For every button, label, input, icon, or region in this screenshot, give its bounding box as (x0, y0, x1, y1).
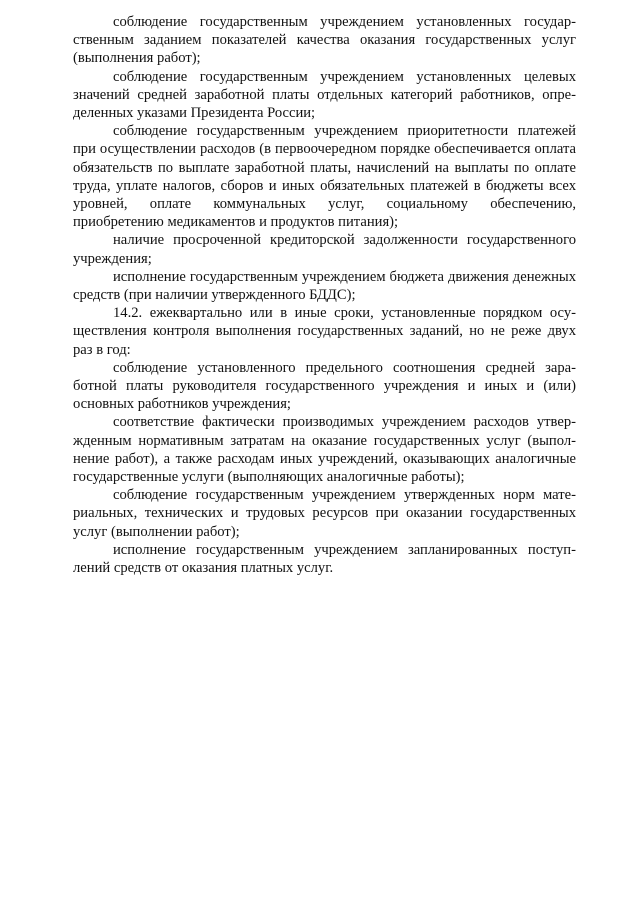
paragraph-payment-priority: соблюдение государственным учреждением приоритетности платежей при осуществлении расходов (в первоочередном порядке обеспечивается оплата обязательств по выплате заработной платы, начислений на выплаты по оплате труда, уплате налогов, сборов и иных обязательных платежей в бюджеты всех уровней, оплате коммунальных услуг, социальному обеспечению, приобретению медикаментов и продуктов питания); (73, 123, 576, 231)
paragraph-expense-compliance: соответствие фактически производимых учреждением расходов утвержденным нормативным затратам на оказание государственных услуг (выполнение работ), а также расходам иных учреждений, оказывающих аналогичные государственные услуги (выполняющих аналогичные работы); (73, 414, 576, 486)
paragraph-paid-services-revenue: исполнение государственным учреждением запланированных поступлений средств от оказания платных услуг. (73, 541, 576, 577)
paragraph-section-14-2: 14.2. ежеквартально или в иные сроки, установленные порядком осуществления контроля выполнения государственных заданий, но не реже двух раз в год: (73, 305, 576, 358)
document-page (73, 13, 576, 577)
paragraph-resource-norms: соблюдение государственным учреждением утвержденных норм материальных, технических и трудовых ресурсов при оказании государственных услуг (выполнении работ); (73, 487, 576, 540)
paragraph-overdue-payables: наличие просроченной кредиторской задолженности государственного учреждения; (73, 232, 576, 267)
paragraph-cash-flow-budget: исполнение государственным учреждением бюджета движения денежных средств (при наличии утвержденного БДДС); (73, 268, 576, 304)
paragraph-salary-targets: соблюдение государственным учреждением установленных целевых значений средней заработной платы отдельных категорий работников, определенных указами Президента России; (73, 68, 576, 122)
paragraph-quality-indicators: соблюдение государственным учреждением установленных государственным заданием показателей качества оказания государственных услуг (выполнения работ); (73, 14, 576, 67)
paragraph-salary-ratio: соблюдение установленного предельного соотношения средней заработной платы руководителя государственного учреждения и иных и (или) основных работников учреждения; (73, 359, 576, 413)
